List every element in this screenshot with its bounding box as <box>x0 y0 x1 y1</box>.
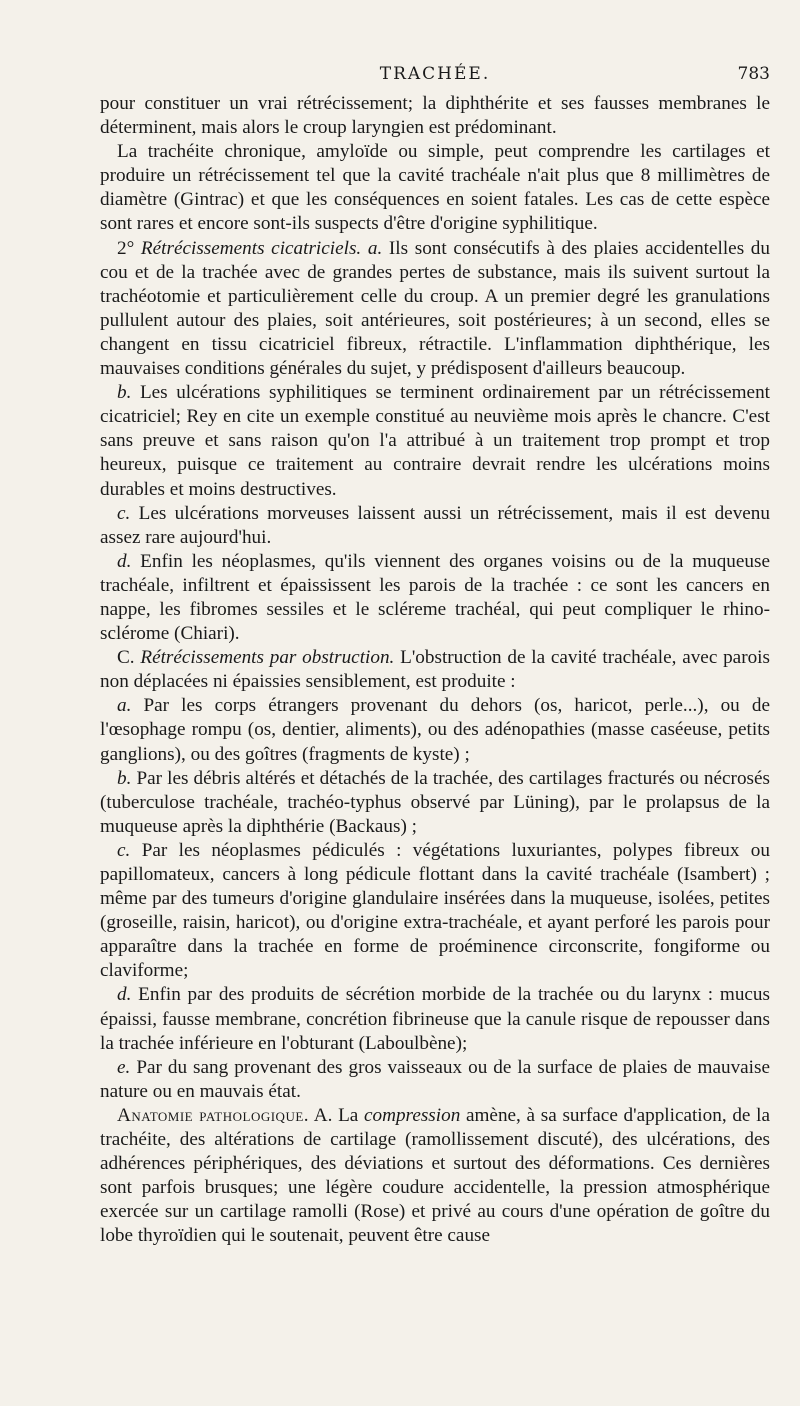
text-run: C. <box>117 647 141 669</box>
text-run: Les ulcérations syphilitiques se terminent ordinairement par un rétrécissement cicatriciel; Rey en cite un exemple constitué au neuvième mois après le chancre. C'est sans preuve et sans raison qu'on l'a attribué à un traitement trop prompt et trop heureux, puisque ce traitement au contraire devrait rendre les ulcérations moins durables et moins destructives. <box>100 382 770 500</box>
text-run: Enfin par des produits de sécrétion morbide de la trachée ou du larynx : mucus épaissi, fausse membrane, concrétion fibrineuse que la canule risque de repousser dans la trachée inférieure en l'obturant (Laboulbène); <box>100 984 770 1054</box>
paragraph <box>100 92 770 140</box>
text-run: A. La <box>309 1104 364 1126</box>
italic-run: a. <box>367 237 383 259</box>
running-title: TRACHÉE. <box>379 64 491 84</box>
text-run: pour constituer un vrai rétrécissement; la diphthérite et ses fausses membranes le déterminent, mais alors le croup laryngien est prédominant. <box>100 93 770 139</box>
paragraph <box>100 502 770 550</box>
italic-run: e. <box>117 1056 131 1078</box>
page-number: 783 <box>737 64 770 84</box>
text-run: Par du sang provenant des gros vaisseaux ou de la surface de plaies de mauvaise nature ou en mauvais état. <box>100 1056 770 1102</box>
text-run: Par les néoplasmes pédiculés : végétations luxuriantes, polypes fibreux ou papillomateux, cancers à long pédicule flottant dans la cavité trachéale (Isambert) ; même par des tumeurs d'origine glandulaire insérées dans la muqueuse, isolées, petites (groseille, raisin, haricot), ou d'origine extra-trachéale, et ayant perforé les parois pour apparaître dans la trachée en forme de proéminence circonscrite, fongiforme ou claviforme; <box>100 839 770 982</box>
italic-run: compression <box>364 1104 461 1126</box>
italic-run: b. <box>117 382 132 404</box>
italic-run: c. <box>117 502 131 524</box>
text-run: Par les corps étrangers provenant du dehors (os, haricot, perle...), ou de l'œsophage rompu (os, dentier, aliments), ou des adénopathies (masse caséeuse, petits ganglions), ou des goîtres (fragments de kyste) ; <box>100 695 770 765</box>
paragraph <box>100 237 770 382</box>
text-run: Enfin les néoplasmes, qu'ils viennent des organes voisins ou de la muqueuse trachéale, infiltrent et épaississent les parois de la trachée : ce sont les cancers en nappe, les fibromes sessiles et le scléreme trachéal, qui peut compliquer le rhino-sclérome (Chiari). <box>100 550 770 645</box>
italic-run: c. <box>117 839 131 861</box>
paragraph <box>100 983 770 1055</box>
book-page <box>100 62 770 1249</box>
paragraph <box>100 550 770 646</box>
text-run: L'obstruction de la cavité trachéale, avec parois non déplacées ni épaissies sensiblement, est produite : <box>100 647 770 693</box>
paragraph <box>100 839 770 984</box>
text-run: Ils sont consécutifs à des plaies accidentelles du cou et de la trachée avec de grandes pertes de substance, mais ils suivent surtout la trachéotomie et particulièrement celle du croup. A un premier degré les granulations pullulent autour des plaies, soit antérieures, soit postérieures; à un second, elles se changent en tissu cicatriciel fibreux, rétractile. L'inflammation diphthérique, les mauvaises conditions générales du sujet, y prédisposent d'ailleurs beaucoup. <box>100 237 770 380</box>
paragraph <box>100 140 770 236</box>
text-run: amène, à sa surface d'application, de la trachéite, des altérations de cartilage (ramollissement discuté), des ulcérations, des adhérences périphériques, des déviations et surtout des déformations. Ces dernières sont parfois brusques; une légère coudure accidentelle, la pression atmosphérique exercée sur un cartilage ramolli (Rose) et privé au cours d'une opération de goître du lobe thyroïdien qui le soutenait, peuvent être cause <box>100 1104 770 1247</box>
paragraph <box>100 381 770 501</box>
italic-run: Rétrécissements par obstruction. <box>140 647 395 669</box>
text-run: Par les débris altérés et détachés de la trachée, des cartilages fracturés ou nécrosés (tuberculose trachéale, trachéo-typhus observé par Lüning), par le prolapsus de la muqueuse après la diphthérie (Backaus) ; <box>100 767 770 837</box>
text-run: 2° <box>117 237 141 259</box>
paragraph <box>100 1056 770 1104</box>
paragraph <box>100 694 770 766</box>
text-run <box>361 238 368 259</box>
page-header <box>100 62 770 86</box>
body-text <box>100 92 770 1249</box>
italic-run: a. <box>117 695 132 717</box>
italic-run: b. <box>117 767 132 789</box>
text-run: Les ulcérations morveuses laissent aussi un rétrécissement, mais il est devenu assez rare aujourd'hui. <box>100 502 770 548</box>
italic-run: d. <box>117 984 132 1006</box>
paragraph <box>100 1104 770 1249</box>
text-run: La trachéite chronique, amyloïde ou simple, peut comprendre les cartilages et produire un rétrécissement tel que la cavité trachéale n'ait plus que 8 millimètres de diamètre (Gintrac) et que les conséquences en soient fatales. Les cas de cette espèce sont rares et encore sont-ils suspects d'être d'origine syphilitique. <box>100 141 770 235</box>
italic-run: d. <box>117 550 132 572</box>
section-heading: Anatomie pathologique. <box>117 1104 310 1126</box>
italic-run: Rétrécissements cicatriciels. <box>140 237 362 259</box>
paragraph <box>100 646 770 694</box>
paragraph <box>100 767 770 839</box>
